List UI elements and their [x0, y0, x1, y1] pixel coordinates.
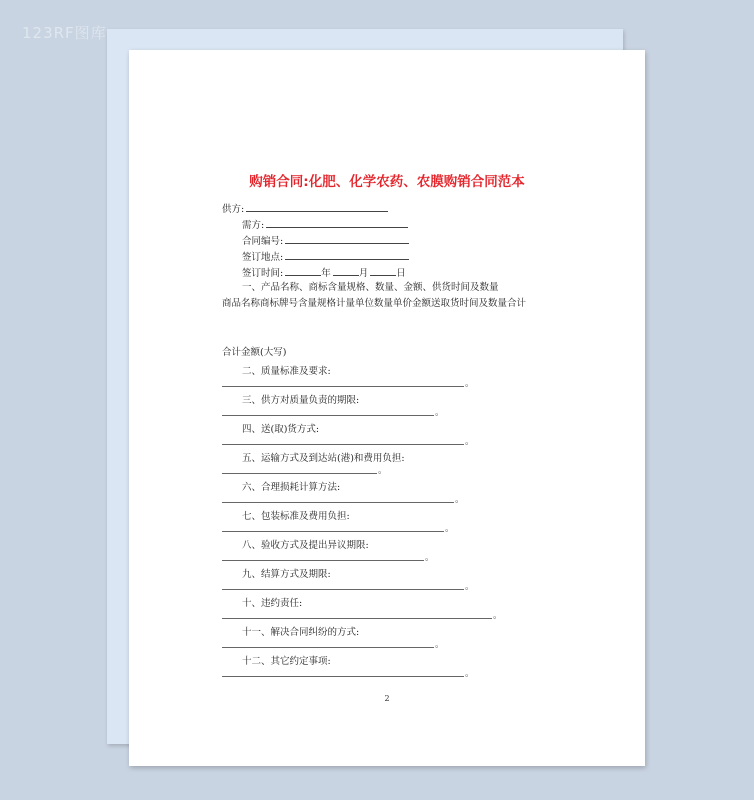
- day-label: 日: [396, 268, 406, 279]
- end-mark: 。: [465, 379, 475, 389]
- day-blank: [370, 266, 396, 276]
- page-number: 2: [384, 694, 390, 703]
- sign-place-blank: [285, 250, 409, 260]
- fill-in-line: [222, 473, 377, 474]
- contract-no-label: 合同编号:: [242, 236, 284, 247]
- buyer-field: [242, 218, 408, 232]
- end-mark: 。: [445, 524, 455, 534]
- section-1-heading: 一、产品名称、商标含量规格、数量、金额、供货时间及数量: [242, 282, 499, 293]
- month-blank: [333, 266, 359, 276]
- contract-no-field: [242, 234, 409, 248]
- document-page: [129, 50, 645, 766]
- section-heading: 十、违约责任:: [242, 598, 303, 609]
- end-mark: 。: [493, 611, 503, 621]
- table-header-text: 商品名称商标牌号含量规格计量单位数量单价金额送取货时间及数量合计: [222, 298, 527, 309]
- section-heading: 二、质量标准及要求:: [242, 366, 331, 377]
- fill-in-line: [222, 560, 424, 561]
- year-label: 年: [321, 268, 331, 279]
- sign-time-field: [242, 266, 406, 280]
- total-amount-label: 合计金额(大写): [222, 347, 287, 358]
- end-mark: 。: [455, 495, 465, 505]
- end-mark: 。: [425, 553, 435, 563]
- document-title: 购销合同:化肥、化学农药、农膜购销合同范本: [249, 174, 525, 190]
- section-heading: 四、送(取)货方式:: [242, 424, 320, 435]
- section-heading: 十一、解决合同纠纷的方式:: [242, 627, 360, 638]
- section-heading: 三、供方对质量负责的期限:: [242, 395, 360, 406]
- sign-time-label: 签订时间:: [242, 268, 284, 279]
- section-heading: 七、包装标准及费用负担:: [242, 511, 350, 522]
- fill-in-line: [222, 531, 444, 532]
- end-mark: 。: [378, 466, 388, 476]
- end-mark: 。: [435, 640, 445, 650]
- fill-in-line: [222, 502, 454, 503]
- section-heading: 十二、其它约定事项:: [242, 656, 331, 667]
- fill-in-line: [222, 444, 464, 445]
- fill-in-line: [222, 647, 434, 648]
- year-blank: [285, 266, 321, 276]
- supplier-label: 供方:: [222, 204, 245, 215]
- section-heading: 六、合理损耗计算方法:: [242, 482, 341, 493]
- watermark-text: 123RF图库: [22, 24, 107, 42]
- section-heading: 八、验收方式及提出异议期限:: [242, 540, 369, 551]
- end-mark: 。: [465, 437, 475, 447]
- end-mark: 。: [465, 669, 475, 679]
- fill-in-line: [222, 415, 434, 416]
- fill-in-line: [222, 618, 492, 619]
- section-heading: 五、运输方式及到达站(港)和费用负担:: [242, 453, 405, 464]
- fill-in-line: [222, 589, 464, 590]
- supplier-blank: [246, 202, 388, 212]
- fill-in-line: [222, 676, 464, 677]
- contract-no-blank: [285, 234, 409, 244]
- supplier-field: [222, 202, 388, 216]
- month-label: 月: [358, 268, 369, 279]
- end-mark: 。: [435, 408, 445, 418]
- section-heading: 九、结算方式及期限:: [242, 569, 331, 580]
- buyer-blank: [266, 218, 408, 228]
- end-mark: 。: [465, 582, 475, 592]
- sign-place-field: [242, 250, 409, 264]
- buyer-label: 需方:: [242, 220, 265, 231]
- sign-place-label: 签订地点:: [242, 252, 284, 263]
- fill-in-line: [222, 386, 464, 387]
